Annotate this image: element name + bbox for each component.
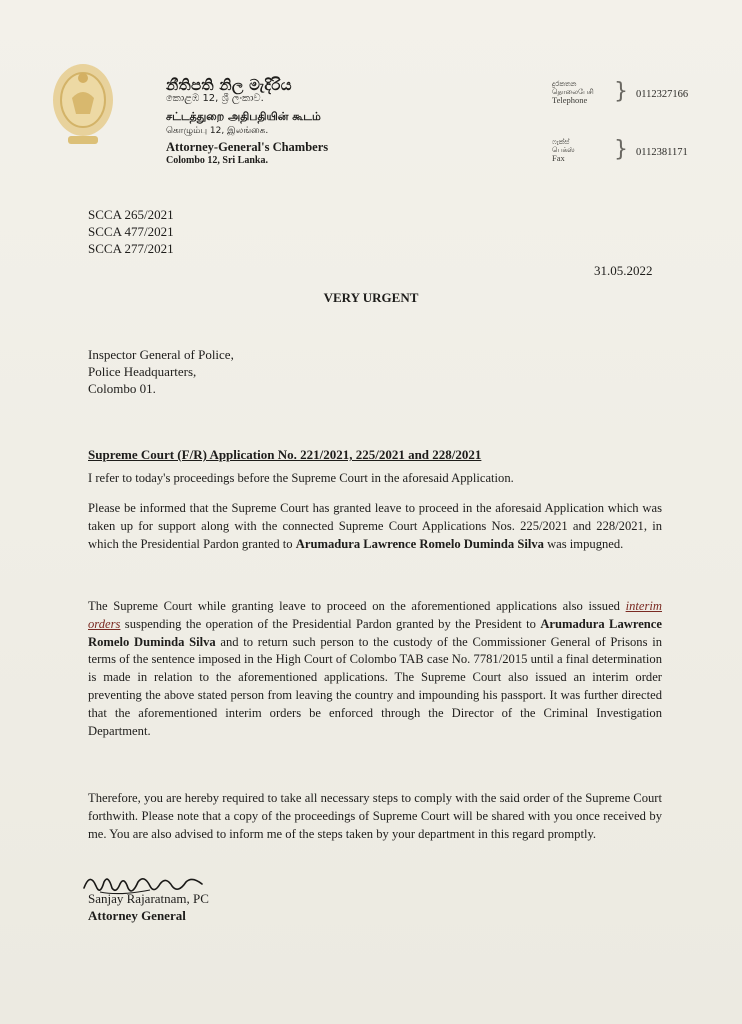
letterhead-english-address: Colombo 12, Sri Lanka. (166, 155, 268, 166)
fax-brace: } (614, 137, 628, 162)
person-name: Arumadura Lawrence Romelo Duminda Silva (88, 616, 662, 649)
signer-name: Sanjay Rajaratnam, PC (88, 891, 209, 906)
letterhead-tamil-name: சட்டத்துறை அதிபதியின் கூடம் (166, 110, 321, 123)
recipient-line: Police Headquarters, (88, 364, 197, 379)
letterhead (166, 78, 328, 168)
sri-lanka-emblem-icon (50, 58, 116, 150)
letter-date: 31.05.2022 (594, 263, 653, 278)
letterhead-sinhala-name: නීතිපති නිල මැදිරිය (166, 76, 292, 94)
interim-orders-emphasis: interim orders (88, 599, 662, 631)
paragraph-1: I refer to today's proceedings before the Supreme Court in the aforesaid Application. (88, 471, 514, 485)
fax-label: ෆැක්ස් பெக்ஸ் Fax (552, 138, 575, 163)
telephone-brace: } (614, 79, 628, 104)
recipient-address (88, 346, 234, 397)
fax-number: 0112381171 (636, 147, 688, 158)
recipient-line: Colombo 01. (88, 381, 156, 396)
paragraph-3: The Supreme Court while granting leave to proceed on the aforementioned applications also issued interim orders suspending the operation of the Presidential Pardon granted by the President to Arumadura Lawrence Romelo Duminda Silva and to return such person to the custody of the Commissioner General of Prisons in terms of the sentence imposed in the High Court of Colombo TAB case No. 7781/2015 until a final determination is made in relation to the aforementioned applications. The Supreme Court also issued an interim order preventing the above stated person from leaving the country and impounding his passport. It was further directed that the aforementioned interim orders be enforced through the Director of the Criminal Investigation Department. (88, 599, 662, 738)
reference-line: SCCA 265/2021 (88, 207, 174, 222)
signer-title: Attorney General (88, 908, 186, 923)
reference-line: SCCA 477/2021 (88, 224, 174, 239)
subject-line: Supreme Court (F/R) Application No. 221/2021, 225/2021 and 228/2021 (88, 447, 482, 462)
reference-line: SCCA 277/2021 (88, 241, 174, 256)
reference-numbers (88, 206, 174, 257)
priority-heading: VERY URGENT (323, 290, 419, 305)
person-name: Arumadura Lawrence Romelo Duminda Silva (295, 536, 544, 551)
telephone-number: 0112327166 (636, 89, 689, 100)
paragraph-4: Therefore, you are hereby required to take all necessary steps to comply with the said order of the Supreme Court forthwith. Please note that a copy of the proceedings of Supreme Court will be shared with you once received by me. You are also advised to inform me of the steps taken by your department in this regard promptly. (88, 791, 662, 841)
signature-block (88, 890, 209, 924)
recipient-line: Inspector General of Police, (88, 347, 234, 362)
paragraph-2: Please be informed that the Supreme Court has granted leave to proceed in the aforesaid Application which was taken up for support along with the connected Supreme Court Applications Nos. 225/2021 and 228/2021, in which the Presidential Pardon granted to Arumadura Lawrence Romelo Duminda Silva was impugned. (88, 501, 662, 551)
telephone-label: දුරකතන தொலைபேசி Telephone (552, 80, 594, 105)
letterhead-tamil-address: கொழும்பு 12, இலங்கை. (166, 126, 269, 136)
letterhead-english-name: Attorney-General's Chambers (166, 140, 329, 154)
letterhead-sinhala-address: කොළඹ 12, ශ්‍රී ලංකාව. (166, 93, 264, 104)
